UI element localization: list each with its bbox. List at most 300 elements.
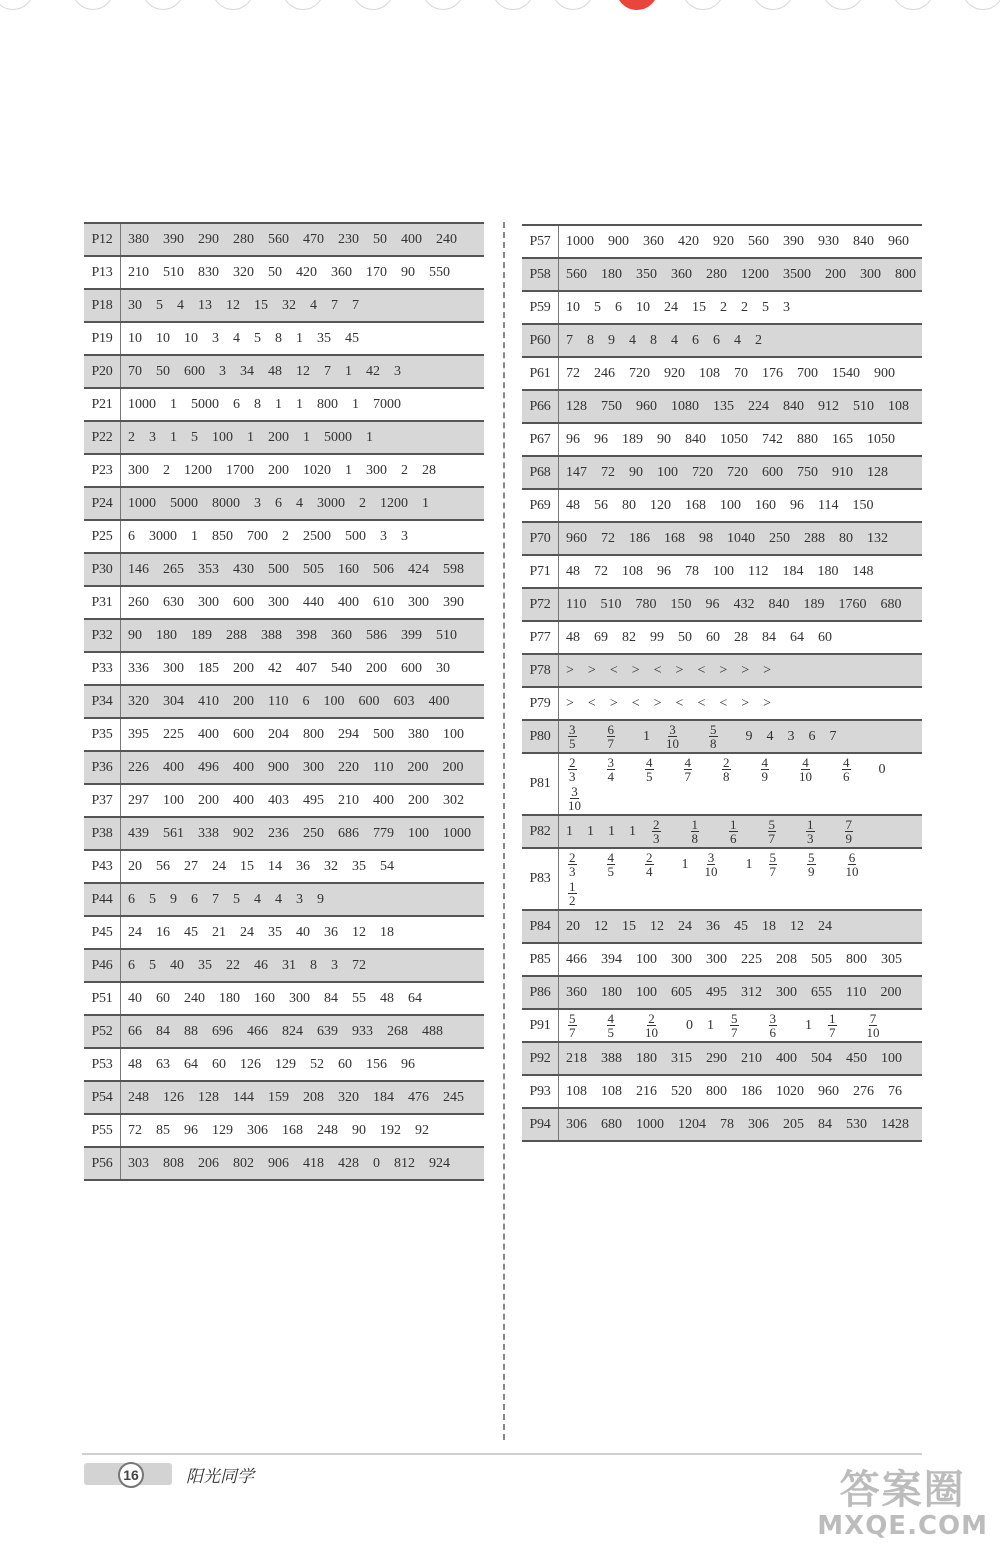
denominator: 5 [607, 864, 614, 880]
answer-value: 9 [745, 729, 753, 744]
denominator: 4 [646, 864, 653, 880]
page-label: P38 [84, 818, 121, 849]
tab-dot[interactable] [212, 0, 254, 10]
answer-value: 390 [163, 232, 184, 247]
answer-row [84, 917, 484, 950]
answer-value: 930 [818, 234, 839, 249]
answer-fraction [867, 1012, 894, 1039]
answer-value: 380 [408, 727, 429, 742]
answer-value: 960 [636, 399, 657, 414]
denominator: 7 [607, 736, 614, 752]
answer-row [522, 754, 922, 816]
answer-value: 200 [408, 793, 429, 808]
answer-value: 800 [303, 727, 324, 742]
answer-value: 160 [254, 991, 275, 1006]
answer-fraction [761, 756, 784, 783]
answer-value: 52 [310, 1057, 324, 1072]
answer-row [84, 323, 484, 356]
denominator: 7 [731, 1025, 738, 1041]
answer-values [121, 323, 484, 354]
answer-value: 200 [233, 661, 254, 676]
answer-value: 192 [380, 1123, 401, 1138]
answer-value: 24 [678, 919, 692, 934]
answer-value: 4 [671, 333, 678, 348]
numerator: 3 [607, 755, 614, 771]
denominator: 6 [730, 831, 737, 847]
answer-row [522, 655, 922, 688]
answer-value: 1 [247, 430, 254, 445]
numerator: 3 [669, 722, 676, 738]
answer-value: 488 [422, 1024, 443, 1039]
answer-value: > [631, 663, 640, 678]
answer-values [121, 1148, 484, 1179]
answer-value: 32 [324, 859, 338, 874]
tab-dot[interactable] [892, 0, 934, 10]
answer-value: 1428 [881, 1117, 909, 1132]
answer-value: 156 [366, 1057, 387, 1072]
answer-value: 1 [275, 397, 282, 412]
answer-value: 12 [296, 364, 310, 379]
answer-value: 470 [303, 232, 324, 247]
answer-value: 110 [566, 597, 587, 612]
answer-value: 265 [163, 562, 184, 577]
answer-value: 96 [566, 432, 580, 447]
answer-values [121, 224, 484, 255]
tab-dot[interactable] [822, 0, 864, 10]
answer-value: 40 [296, 925, 310, 940]
answer-fraction [691, 818, 714, 845]
answer-value: 288 [804, 531, 825, 546]
denominator: 10 [666, 736, 679, 752]
answer-fraction [799, 756, 826, 783]
answer-values [559, 523, 922, 554]
answer-value: 70 [128, 364, 142, 379]
numerator: 5 [731, 1011, 738, 1027]
answer-value: 200 [407, 760, 429, 775]
numerator: 1 [807, 817, 814, 833]
answer-value: 72 [601, 465, 615, 480]
page-label: P23 [84, 455, 121, 486]
answer-value: 150 [852, 498, 874, 513]
answer-value: 108 [566, 1084, 587, 1099]
answer-value: 1 [345, 463, 352, 478]
answer-fraction [684, 756, 707, 783]
answer-value: 1020 [776, 1084, 804, 1099]
answer-value: 85 [156, 1123, 170, 1138]
answer-row [84, 389, 484, 422]
page-label: P82 [522, 816, 559, 847]
answer-values [121, 686, 484, 717]
page-label: P21 [84, 389, 121, 420]
answer-value: 200 [366, 661, 387, 676]
answer-value: 2 [163, 463, 170, 478]
answer-value: 398 [296, 628, 317, 643]
answer-value: 750 [601, 399, 622, 414]
answer-value: 76 [888, 1084, 902, 1099]
answer-value: 63 [156, 1057, 170, 1072]
answer-value: 300 [303, 760, 324, 775]
answer-row [84, 719, 484, 752]
answer-values [559, 490, 922, 521]
answer-value: 108 [622, 564, 643, 579]
denominator: 10 [866, 1025, 880, 1041]
tab-dot[interactable] [0, 0, 34, 10]
tab-dot[interactable] [492, 0, 534, 10]
answer-value: 350 [636, 267, 657, 282]
answer-value: 4 [766, 729, 774, 744]
answer-value: 603 [393, 694, 415, 709]
answer-value: 108 [699, 366, 720, 381]
answer-value: 24 [212, 859, 226, 874]
answer-row [84, 785, 484, 818]
page-label: P57 [522, 226, 559, 257]
answer-value: 24 [128, 925, 142, 940]
numerator: 6 [848, 850, 856, 866]
answer-value: 2 [282, 529, 289, 544]
answer-value: 2500 [303, 529, 331, 544]
answer-value: 5 [149, 892, 156, 907]
answer-value: 300 [128, 463, 149, 478]
answer-value: 60 [818, 630, 832, 645]
answer-value: 225 [741, 952, 762, 967]
answer-value: 598 [443, 562, 464, 577]
answer-value: 902 [233, 826, 254, 841]
answer-row [84, 1082, 484, 1115]
answer-value: 5000 [324, 430, 352, 445]
answer-value: 4 [629, 333, 636, 348]
answer-values [559, 977, 922, 1008]
answer-value: 1 [296, 397, 303, 412]
answer-value: 220 [338, 760, 359, 775]
page-label: P56 [84, 1148, 121, 1179]
answer-value: 64 [184, 1057, 198, 1072]
answer-value: 1 [587, 824, 594, 839]
answer-values [121, 785, 484, 816]
denominator: 10 [645, 1025, 658, 1041]
tab-dot[interactable] [682, 0, 724, 10]
answer-value: 300 [163, 661, 184, 676]
answer-value: 6 [302, 694, 310, 709]
answer-values [559, 944, 922, 975]
denominator: 5 [646, 769, 653, 785]
denominator: 10 [568, 798, 581, 814]
answer-value: 400 [428, 694, 450, 709]
answer-value: 176 [762, 366, 783, 381]
answer-value: 3 [401, 529, 408, 544]
answer-value: 6 [191, 892, 198, 907]
answer-value: 600 [233, 727, 254, 742]
answer-value: 180 [219, 991, 240, 1006]
answer-row [84, 686, 484, 719]
page-label: P83 [522, 849, 559, 909]
answer-value: 42 [366, 364, 380, 379]
page-label: P12 [84, 224, 121, 255]
answer-row [84, 521, 484, 554]
answer-value: 380 [128, 232, 149, 247]
answer-value: 184 [373, 1090, 394, 1105]
answer-value: 5 [233, 892, 240, 907]
answer-value: 1 [629, 824, 636, 839]
answer-value: 189 [803, 597, 825, 612]
answer-value: > [741, 663, 750, 678]
page-label: P86 [522, 977, 559, 1008]
answer-value: 185 [198, 661, 219, 676]
answer-values [121, 290, 484, 321]
answer-value: 5 [191, 430, 198, 445]
answer-value: 56 [156, 859, 170, 874]
answer-value: 240 [184, 991, 205, 1006]
answer-value: 180 [156, 628, 177, 643]
answer-value: 5000 [191, 397, 219, 412]
answer-values [121, 884, 484, 915]
answer-value: 7 [324, 364, 331, 379]
denominator: 7 [768, 831, 775, 847]
answer-row [522, 424, 922, 457]
answer-fraction [607, 1012, 630, 1039]
answer-value: 1 [643, 729, 650, 744]
answer-value: 200 [233, 694, 254, 709]
answer-value: 150 [670, 597, 692, 612]
answer-value: 45 [345, 331, 359, 346]
answer-value: 48 [128, 1057, 142, 1072]
page-label: P44 [84, 884, 121, 915]
answer-value: 128 [566, 399, 587, 414]
answer-value: 840 [685, 432, 706, 447]
answer-value: 388 [261, 628, 282, 643]
watermark-url: MXQE.COM [817, 1511, 988, 1541]
answer-value: 900 [608, 234, 629, 249]
answer-value: 31 [282, 958, 296, 973]
top-tab-strip [0, 0, 1000, 10]
answer-value: 500 [345, 529, 366, 544]
answer-fraction [769, 1012, 792, 1039]
answer-value: 505 [811, 952, 832, 967]
answer-value: 40 [128, 991, 142, 1006]
answer-values [121, 488, 484, 519]
answer-value: 560 [268, 232, 289, 247]
answer-value: 64 [408, 991, 422, 1006]
answer-value: 245 [443, 1090, 464, 1105]
answer-value: 561 [163, 826, 184, 841]
answer-row [522, 589, 922, 622]
answer-values [121, 950, 484, 981]
answer-value: 90 [629, 465, 643, 480]
answer-value: 400 [233, 760, 254, 775]
answer-value: 189 [622, 432, 643, 447]
answer-value: 168 [282, 1123, 303, 1138]
answer-value: 4 [233, 331, 240, 346]
denominator: 5 [607, 1025, 614, 1041]
page-label: P35 [84, 719, 121, 750]
answer-value: 360 [566, 985, 587, 1000]
answer-value: 180 [601, 267, 622, 282]
answer-value: 6 [275, 496, 282, 511]
denominator: 8 [710, 736, 717, 752]
answer-value: 600 [762, 465, 783, 480]
answer-value: 6 [233, 397, 240, 412]
answer-value: 495 [706, 985, 727, 1000]
answer-value: 6 [128, 529, 135, 544]
answer-value: 10 [566, 300, 580, 315]
answer-value: 320 [233, 265, 254, 280]
answer-value: 35 [198, 958, 212, 973]
answer-fraction [568, 756, 591, 783]
answer-value: 22 [226, 958, 240, 973]
numerator: 7 [845, 817, 852, 833]
answer-value: 84 [818, 1117, 832, 1132]
answer-value: 50 [678, 630, 692, 645]
answer-row [522, 1010, 922, 1043]
answer-value: 96 [401, 1057, 415, 1072]
answer-value: 78 [720, 1117, 734, 1132]
answer-value: 696 [212, 1024, 233, 1039]
answer-value: 1000 [128, 496, 156, 511]
page-label: P70 [522, 523, 559, 554]
answer-value: 36 [706, 919, 720, 934]
answer-row [84, 851, 484, 884]
answer-value: 4 [310, 298, 317, 313]
tab-dot[interactable] [142, 0, 184, 10]
denominator: 9 [761, 769, 768, 785]
answer-value: < [631, 696, 640, 711]
answer-values [559, 556, 922, 587]
answer-value: 110 [268, 694, 289, 709]
answer-row [522, 816, 922, 849]
tab-dot[interactable] [352, 0, 394, 10]
answer-value: 280 [706, 267, 727, 282]
answer-value: 72 [594, 564, 608, 579]
answer-value: 655 [811, 985, 832, 1000]
answer-value: > [566, 663, 574, 678]
answer-value: 18 [762, 919, 776, 934]
answer-value: 250 [303, 826, 324, 841]
answer-value: 128 [198, 1090, 219, 1105]
tab-dot[interactable] [282, 0, 324, 10]
answer-value: 1700 [226, 463, 254, 478]
answer-value: 146 [128, 562, 149, 577]
answer-value: 1 [805, 1018, 812, 1033]
answer-value: 390 [443, 595, 464, 610]
answer-fraction [568, 785, 595, 812]
answer-value: 3 [331, 958, 338, 973]
brand-logo: 阳光同学 [186, 1467, 254, 1487]
numerator: 5 [769, 850, 776, 866]
page-label: P93 [522, 1076, 559, 1107]
answer-value: 388 [601, 1051, 622, 1066]
answer-value: 3000 [317, 496, 345, 511]
tab-dot[interactable] [72, 0, 114, 10]
numerator: 5 [710, 722, 717, 738]
answer-value: 7000 [373, 397, 401, 412]
answer-value: 15 [240, 859, 254, 874]
answer-values [121, 554, 484, 585]
answer-value: 1200 [184, 463, 212, 478]
answer-value: 96 [790, 498, 804, 513]
tab-dot[interactable] [752, 0, 794, 10]
answer-value: > [587, 663, 596, 678]
answer-values [559, 849, 922, 909]
tab-dot[interactable] [422, 0, 464, 10]
answer-fraction [705, 851, 732, 878]
answer-value: 250 [769, 531, 790, 546]
answer-value: 600 [358, 694, 380, 709]
answer-row [84, 554, 484, 587]
denominator: 3 [569, 769, 576, 785]
denominator: 3 [569, 864, 576, 880]
answer-value: 9 [170, 892, 177, 907]
answer-value: 2 [741, 300, 748, 315]
answer-value: 390 [783, 234, 804, 249]
answer-value: 88 [184, 1024, 198, 1039]
answer-value: 50 [373, 232, 387, 247]
answer-value: 407 [296, 661, 317, 676]
answer-value: 160 [338, 562, 359, 577]
denominator: 10 [799, 769, 812, 785]
answer-value: 800 [846, 952, 867, 967]
answer-value: 34 [240, 364, 254, 379]
answer-value: 126 [163, 1090, 184, 1105]
answer-values [559, 457, 922, 488]
numerator: 4 [684, 755, 691, 771]
answer-value: 16 [156, 925, 170, 940]
answer-value: 9 [317, 892, 324, 907]
answer-value: 495 [303, 793, 324, 808]
answer-value: 55 [352, 991, 366, 1006]
tab-dot[interactable] [552, 0, 594, 10]
answer-value: 98 [699, 531, 713, 546]
answer-value: > [763, 663, 772, 678]
answer-values [559, 622, 922, 653]
answer-value: 48 [268, 364, 282, 379]
answer-value: 168 [664, 531, 685, 546]
answer-value: 300 [366, 463, 387, 478]
answer-value: 424 [408, 562, 429, 577]
tab-dot[interactable] [962, 0, 1000, 10]
answer-value: 72 [128, 1123, 142, 1138]
tab-dot-active[interactable] [616, 0, 658, 10]
answer-value: 1050 [867, 432, 895, 447]
answer-fraction [652, 818, 675, 845]
answer-value: 510 [853, 399, 874, 414]
page-label: P46 [84, 950, 121, 981]
answer-fraction [645, 851, 668, 878]
answer-value: 36 [324, 925, 338, 940]
answer-value: 510 [600, 597, 622, 612]
answer-value: 6 [615, 300, 622, 315]
answer-value: 2 [720, 300, 727, 315]
page-label: P33 [84, 653, 121, 684]
answer-value: 3000 [149, 529, 177, 544]
answer-values [559, 816, 922, 847]
numerator: 6 [607, 722, 614, 738]
answer-value: 297 [128, 793, 149, 808]
answer-row [522, 721, 922, 754]
answer-value: 476 [408, 1090, 429, 1105]
answer-value: 100 [408, 826, 429, 841]
answer-fraction [769, 851, 792, 878]
answer-value: 630 [163, 595, 184, 610]
answer-values [121, 1016, 484, 1047]
answer-value: 200 [268, 463, 289, 478]
answer-value: 200 [880, 985, 902, 1000]
answer-value: 400 [198, 727, 219, 742]
answer-value: 10 [156, 331, 170, 346]
answer-value: 110 [846, 985, 867, 1000]
numerator: 5 [808, 850, 815, 866]
answer-value: 6 [713, 333, 720, 348]
answer-value: 4 [734, 333, 741, 348]
answer-value: 189 [191, 628, 212, 643]
